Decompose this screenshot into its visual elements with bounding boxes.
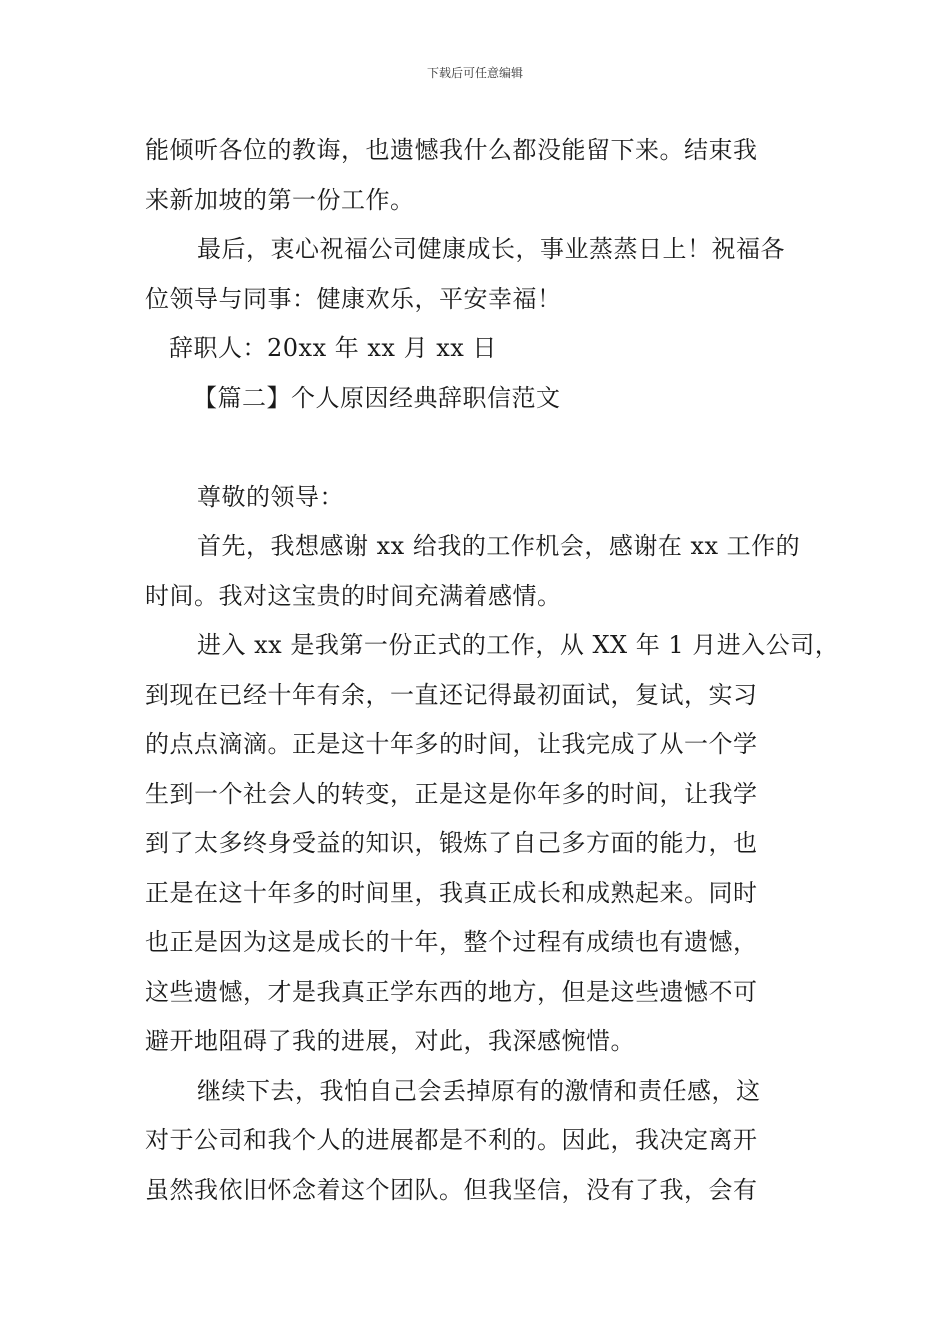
salutation: 尊敬的领导： bbox=[197, 482, 344, 511]
text-line: 正是在这十年多的时间里，我真正成长和成熟起来。同时 bbox=[145, 878, 758, 907]
text-line: 到现在已经十年有余，一直还记得最初面试，复试，实习 bbox=[145, 680, 758, 709]
document-body bbox=[145, 126, 840, 1215]
text-line: 来新加坡的第一份工作。 bbox=[145, 185, 415, 214]
section-heading: 【篇二】个人原因经典辞职信范文 bbox=[193, 383, 561, 412]
text-line: 生到一个社会人的转变，正是这是你年多的时间，让我学 bbox=[145, 779, 758, 808]
text-line: 也正是因为这是成长的十年，整个过程有成绩也有遗憾， bbox=[145, 928, 758, 956]
text-line: 的点点滴滴。正是这十年多的时间，让我完成了从一个学 bbox=[145, 730, 758, 758]
text-line: 首先，我想感谢 xx 给我的工作机会，感谢在 xx 工作的 bbox=[197, 532, 801, 560]
page-header-note: 下载后可任意编辑 bbox=[426, 66, 523, 80]
text-line: 位领导与同事：健康欢乐，平安幸福！ bbox=[145, 284, 562, 313]
text-line: 避开地阻碍了我的进展，对此，我深感惋惜。 bbox=[145, 1027, 635, 1055]
text-line: 对于公司和我个人的进展都是不利的。因此，我决定离开 bbox=[145, 1126, 758, 1154]
signature-line: 辞职人：20xx 年 xx 月 xx 日 bbox=[169, 334, 497, 362]
text-line: 进入 xx 是我第一份正式的工作，从 XX 年 1 月进入公司， bbox=[197, 631, 840, 659]
text-line: 这些遗憾，才是我真正学东西的地方，但是这些遗憾不可 bbox=[145, 977, 758, 1006]
text-line: 时间。我对这宝贵的时间充满着感情。 bbox=[145, 581, 562, 610]
blank-line bbox=[145, 423, 815, 473]
text-line: 继续下去，我怕自己会丢掉原有的激情和责任感，这 bbox=[197, 1076, 761, 1105]
text-line: 能倾听各位的教诲，也遗憾我什么都没能留下来。结束我 bbox=[145, 136, 758, 164]
text-line: 到了太多终身受益的知识，锻炼了自己多方面的能力，也 bbox=[145, 829, 758, 857]
text-line: 最后，衷心祝福公司健康成长，事业蒸蒸日上！祝福各 bbox=[197, 235, 785, 263]
text-line: 虽然我依旧怀念着这个团队。但我坚信，没有了我，会有 bbox=[145, 1175, 758, 1204]
